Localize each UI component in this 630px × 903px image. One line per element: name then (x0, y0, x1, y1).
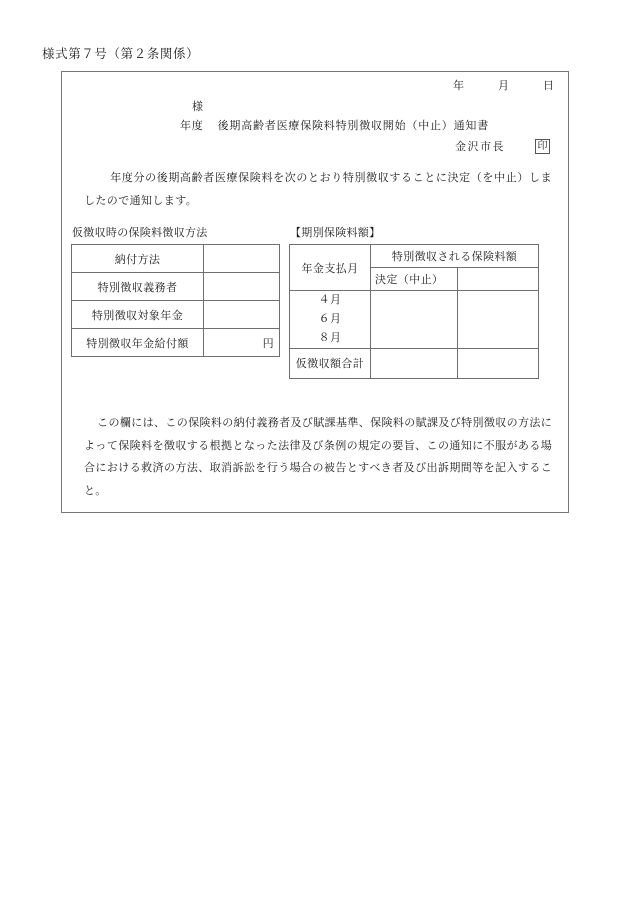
month-decision-amount-cell[interactable] (371, 291, 458, 349)
special-collector-label: 特別徴収義務者 (72, 273, 204, 301)
intro-paragraph (84, 167, 552, 212)
pension-payment-month-header: 年金支払月 (290, 245, 371, 291)
table-row (72, 301, 280, 329)
target-pension-value[interactable] (204, 301, 280, 329)
provisional-total-decision-cell[interactable] (371, 348, 458, 378)
period-premium-table (289, 244, 539, 379)
special-collector-value[interactable] (204, 273, 280, 301)
seal-stamp-box: 印 (535, 139, 550, 154)
provisional-total-other-cell[interactable] (458, 348, 539, 378)
target-pension-label: 特別徴収対象年金 (72, 301, 204, 329)
provisional-total-label: 仮徴収額合計 (290, 348, 371, 378)
document-title-main: 後期高齢者医療保険料特別徴収開始（中止）通知書 (217, 119, 490, 132)
collection-method-table (71, 244, 280, 357)
form-number-heading: 様式第７号（第２条関係） (42, 46, 200, 61)
date-day-label: 日 (543, 79, 554, 92)
table-row (72, 329, 280, 357)
payment-method-label: 納付方法 (72, 245, 204, 273)
month-item: ６月 (318, 311, 342, 325)
fiscal-year-label: 年度 (180, 119, 204, 132)
pension-benefit-amount-value[interactable]: 円 (204, 329, 280, 357)
date-line (453, 77, 554, 93)
table-row (72, 245, 280, 273)
month-item: ４月 (318, 293, 342, 306)
pension-benefit-amount-label: 特別徴収年金給付額 (72, 329, 204, 357)
payment-method-value[interactable] (204, 245, 280, 273)
table-right-caption: 【期別保険料額】 (290, 226, 381, 239)
table-row (290, 348, 539, 378)
table-row (290, 245, 539, 268)
issuer-row (455, 138, 550, 154)
special-collection-amount-header: 特別徴収される保険料額 (371, 245, 539, 268)
document-title (180, 117, 489, 133)
footnote-paragraph (84, 412, 552, 502)
issuer-name: 金沢市長 (455, 140, 505, 153)
decision-subheader: 決定（中止） (371, 268, 458, 291)
date-month-label: 月 (498, 79, 509, 92)
date-year-label: 年 (453, 79, 464, 92)
table-row (290, 291, 539, 349)
intro-paragraph-text: 年度分の後期高齢者医療保険料を次のとおり特別徴収することに決定（を中止）しましたので通知します。 (84, 171, 552, 207)
notice-document-box (61, 71, 569, 513)
month-item: ８月 (318, 330, 342, 344)
month-other-amount-cell[interactable] (458, 291, 539, 349)
table-left-caption: 仮徴収時の保険料徴収方法 (72, 226, 208, 239)
blank-subheader (458, 268, 539, 291)
addressee-honorific: 様 (192, 100, 203, 113)
table-row (72, 273, 280, 301)
footnote-paragraph-text: この欄には、この保険料の納付義務者及び賦課基準、保険料の賦課及び特別徴収の方法によって保険料を徴収する根拠となった法律及び条例の規定の要旨、この通知に不服がある場合における救済の方法、取消訴訟を行う場合の被告とすべき者及び出訴期間等を記入すること。 (84, 416, 552, 497)
month-list-cell (290, 291, 371, 349)
notice-inner (62, 72, 568, 512)
